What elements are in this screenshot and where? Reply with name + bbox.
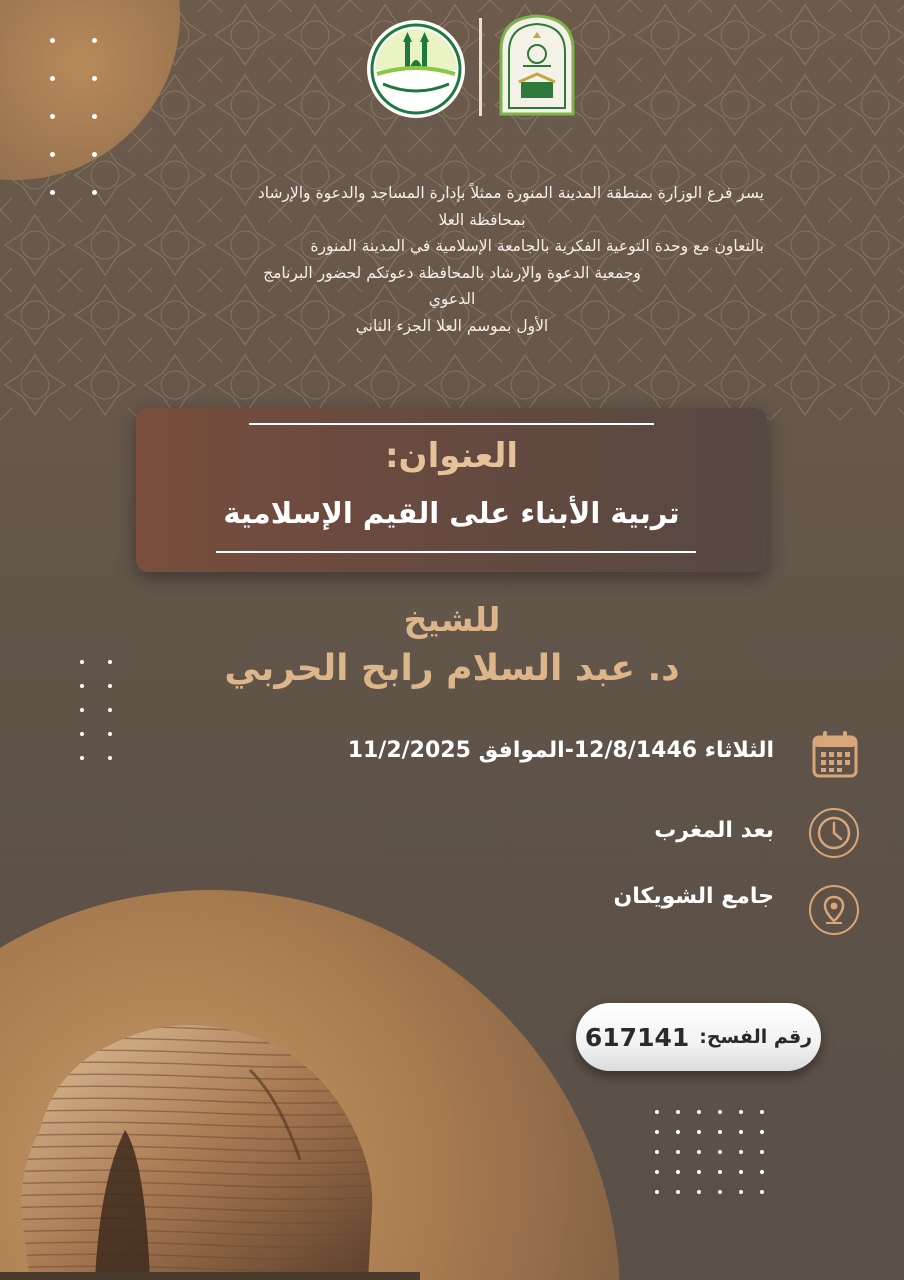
permit-number-label: رقم الفسح: bbox=[699, 1026, 813, 1048]
logo-divider bbox=[479, 18, 482, 116]
event-date: الثلاثاء 12/8/1446-الموافق 11/2/2025 bbox=[347, 738, 774, 763]
speaker-label: للشيخ bbox=[403, 600, 501, 639]
lecture-title: تربية الأبناء على القيم الإسلامية bbox=[223, 496, 680, 530]
permit-number-value: 617141 bbox=[584, 1022, 690, 1052]
clock-icon bbox=[809, 808, 859, 858]
intro-line: وجمعية الدعوة والإرشاد بالمحافظة دعوتكم لحضور البرنامج bbox=[263, 263, 641, 282]
intro-paragraph bbox=[140, 180, 764, 339]
intro-line: بالتعاون مع وحدة التوعية الفكرية بالجامعة الإسلامية في المدينة المنورة bbox=[310, 237, 764, 255]
event-location: جامع الشويكان bbox=[613, 884, 774, 909]
calendar-icon bbox=[812, 730, 858, 778]
intro-line: يسر فرع الوزارة بمنطقة المدينة المنورة ممثلاً بإدارة المساجد والدعوة والإرشاد bbox=[257, 184, 764, 202]
elephant-rock-image bbox=[0, 1010, 420, 1280]
dot-grid-top-left bbox=[50, 38, 97, 195]
permit-number-badge bbox=[576, 1003, 821, 1071]
event-time: بعد المغرب bbox=[654, 818, 774, 843]
dot-grid-bottom-right bbox=[655, 1110, 764, 1194]
speaker-name: د. عبد السلام رابح الحربي bbox=[224, 648, 680, 689]
intro-line: الدعوي bbox=[428, 290, 476, 308]
intro-line: بمحافظة العلا bbox=[438, 210, 526, 229]
intro-line: الأول بموسم العلا الجزء الثاني bbox=[355, 316, 549, 335]
title-label: العنوان: bbox=[384, 436, 519, 476]
title-divider-bottom bbox=[216, 551, 696, 553]
title-divider-top bbox=[249, 423, 654, 425]
association-logo bbox=[365, 18, 467, 120]
ministry-logo bbox=[497, 14, 577, 116]
map-pin-icon bbox=[809, 885, 859, 935]
title-box bbox=[136, 408, 767, 572]
